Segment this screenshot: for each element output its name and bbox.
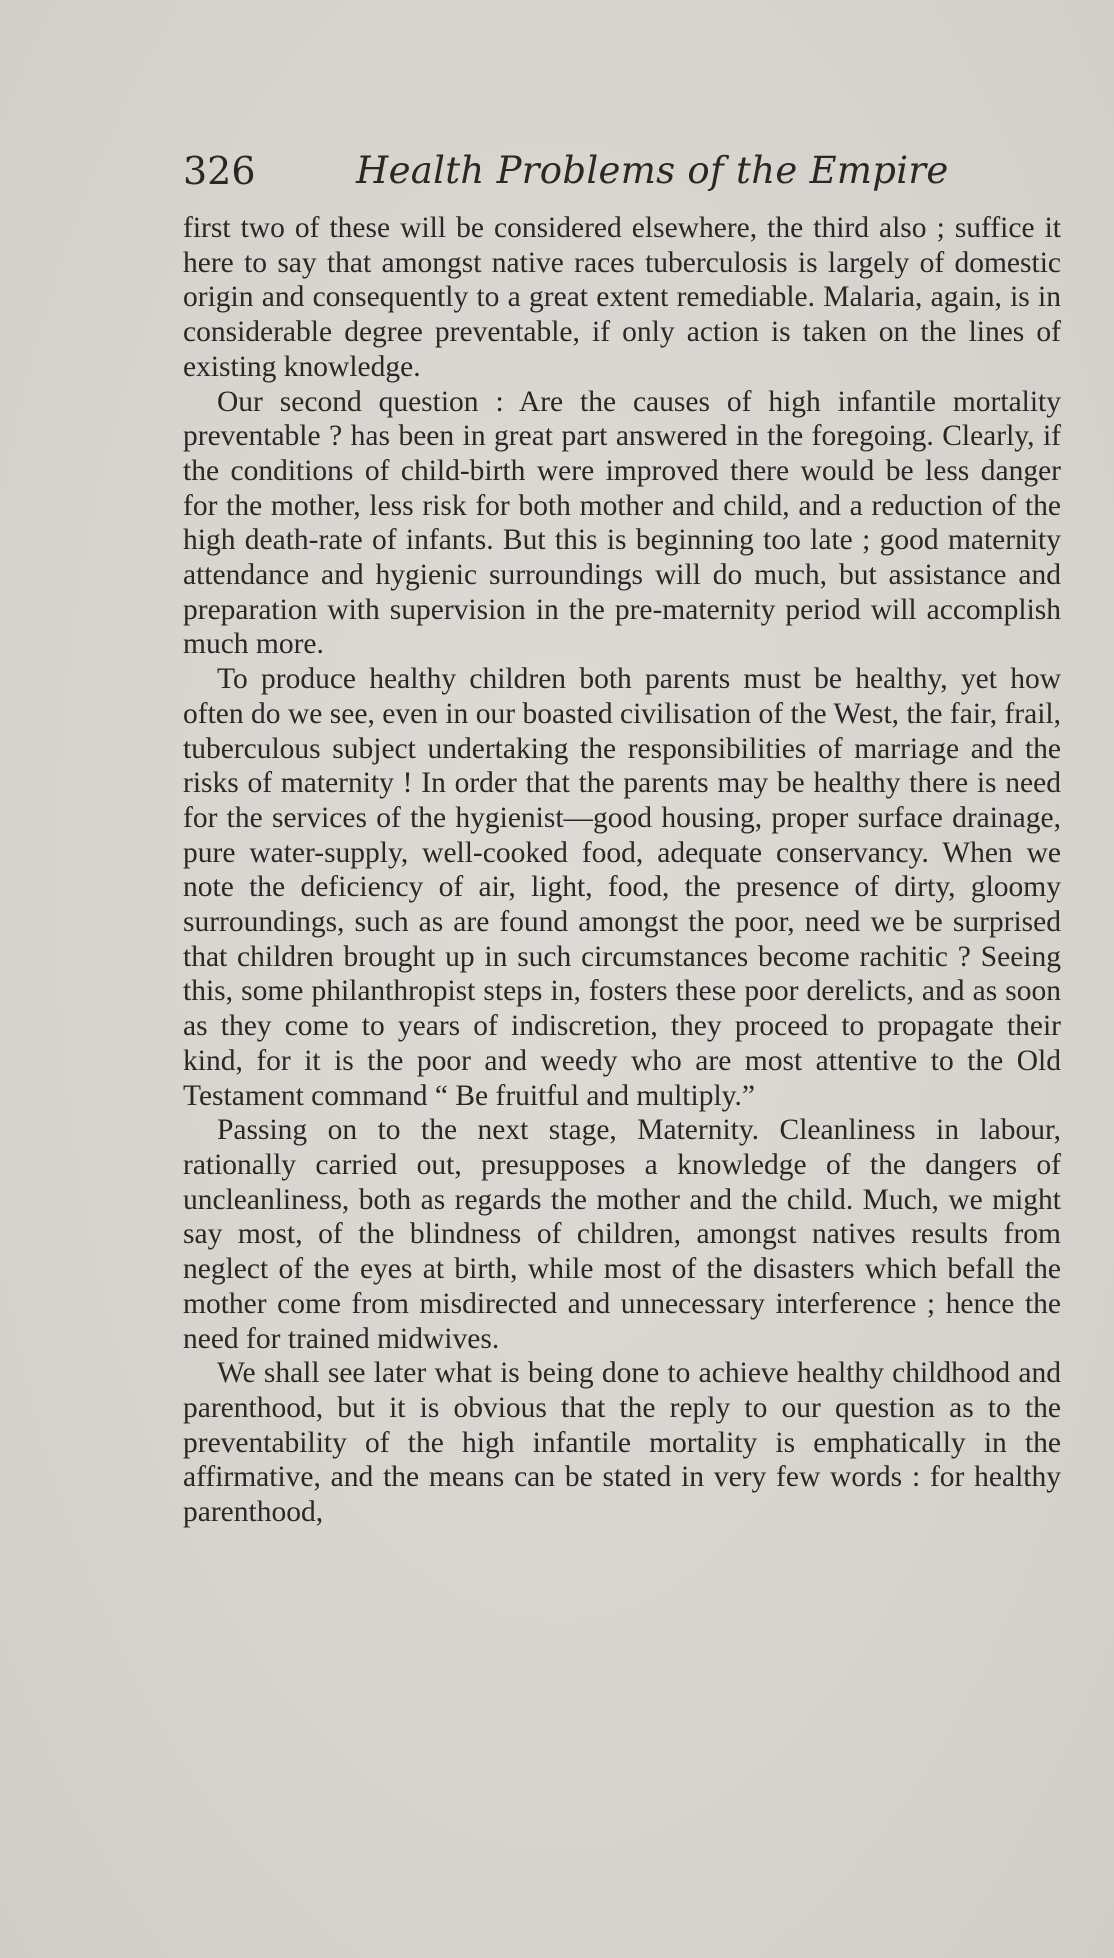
page-number: 326 — [183, 149, 256, 193]
paragraph-maternity: Passing on to the next stage, Maternity. Cleanliness in labour, rationally carried out, presupposes a knowledge of the dangers of uncleanliness, both as regards the mother and the child. Much, we might say most, of the blindness of children, amongst natives results from neglect of the eyes at birth, while most of the disasters which befall the mother come from misdirected and unnecessary interference ; hence the need for trained midwives. — [183, 1114, 1061, 1355]
page-header — [183, 147, 1053, 197]
paragraph-healthy-parents: To produce healthy children both parents must be healthy, yet how often do we see, even in our boasted civilisation of the West, the fair, frail, tuberculous subject undertaking the responsibilities of marriage and the risks of maternity ! In order that the parents may be healthy there is need for the services of the hygienist—good housing, proper surface drainage, pure water-supply, well-cooked food, adequate conservancy. When we note the deficiency of air, light, food, the presence of dirty, gloomy surroundings, such as are found amongst the poor, need we be surprised that children brought up in such circumstances become rachitic ? Seeing this, some philanthropist steps in, fosters these poor derelicts, and as soon as they come to years of indiscretion, they proceed to propagate their kind, for it is the poor and weedy who are most attentive to the Old Testament command “ Be fruitful and multiply.” — [183, 663, 1061, 1112]
paragraph-second-question: Our second question : Are the causes of high infantile mortality preventable ? has been in great part answered in the foregoing. Clearly, if the conditions of child-birth were improved there would be less danger for the mother, less risk for both mother and child, and a reduction of the high death-rate of infants. But this is beginning too late ; good maternity attendance and hygienic surroundings will do much, but assistance and preparation with supervision in the pre-maternity period will accomplish much more. — [183, 385, 1061, 661]
running-title: Health Problems of the Empire — [356, 149, 949, 192]
body-text — [183, 211, 1061, 1530]
paragraph-conclusion: We shall see later what is being done to achieve healthy childhood and parenthood, but it is obvious that the reply to our question as to the preventability of the high infantile mortality is emphatically in the affirmative, and the means can be stated in very few words : for healthy parenthood, — [183, 1357, 1061, 1529]
paragraph-continuation: first two of these will be considered elsewhere, the third also ; suffice it here to say that amongst native races tuberculosis is largely of domestic origin and consequently to a great extent remediable. Malaria, again, is in considerable degree preventable, if only action is taken on the lines of existing knowledge. — [183, 212, 1061, 383]
